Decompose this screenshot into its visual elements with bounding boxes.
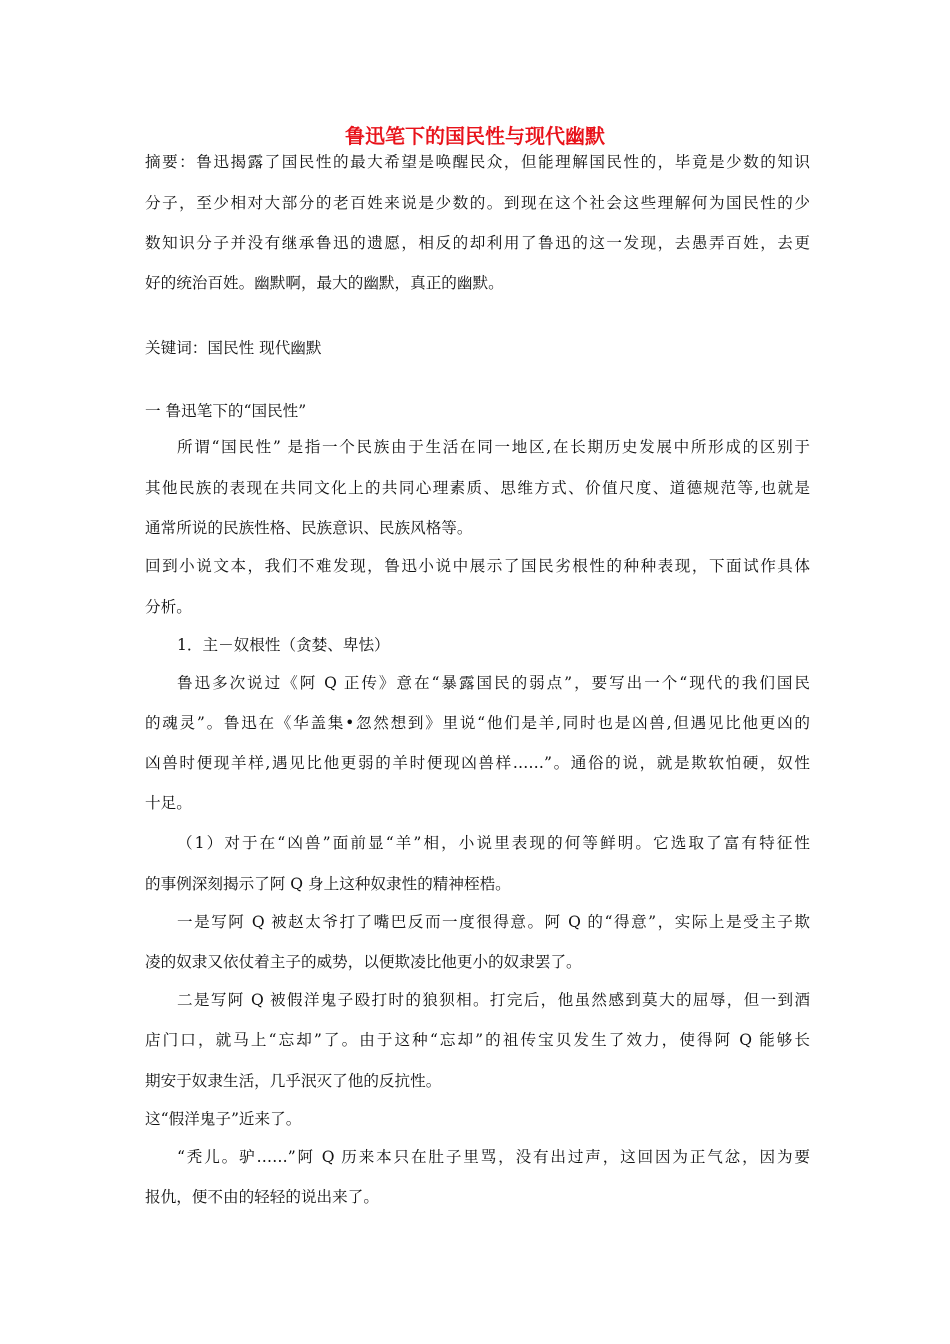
body-line: 报仇，便不由的轻轻的说出来了。: [145, 1188, 379, 1206]
abstract-line: 好的统治百姓。幽默啊，最大的幽默，真正的幽默。: [145, 274, 504, 292]
body-line: 这“假洋鬼子”近来了。: [145, 1110, 302, 1128]
document-title: 鲁迅笔下的国民性与现代幽默: [345, 124, 605, 148]
body-line: 凌的奴隶又依仗着主子的威势，以便欺凌比他更小的奴隶罢了。: [145, 953, 582, 971]
body-line: 所谓“国民性” 是指一个民族由于生活在同一地区,在长期历史发展中所形成的区别于: [177, 438, 810, 456]
body-line: “秃儿。驴……”阿 Q 历来本只在肚子里骂，没有出过声，这回因为正气忿，因为要: [177, 1148, 810, 1166]
body-line: 回到小说文本，我们不难发现，鲁迅小说中展示了国民劣根性的种种表现，下面试作具体: [145, 557, 810, 575]
body-line: 分析。: [145, 598, 192, 616]
body-line: 鲁迅多次说过《阿 Q 正传》意在“暴露国民的弱点”，要写出一个“现代的我们国民: [177, 674, 810, 692]
body-line: 的魂灵”。鲁迅在《华盖集•忽然想到》里说“他们是羊,同时也是凶兽,但遇见比他更凶的: [145, 714, 810, 732]
body-line: 通常所说的民族性格、民族意识、民族风格等。: [145, 519, 473, 537]
subsection-heading: 1．主－奴根性（贪婪、卑怯）: [177, 636, 390, 654]
body-line: 十足。: [145, 794, 192, 812]
abstract-line: 分子，至少相对大部分的老百姓来说是少数的。到现在这个社会这些理解何为国民性的少: [145, 194, 810, 212]
body-line: 店门口，就马上“忘却”了。由于这种“忘却”的祖传宝贝发生了效力，使得阿 Q 能够长: [145, 1031, 810, 1049]
body-line: 二是写阿 Q 被假洋鬼子殴打时的狼狈相。打完后，他虽然感到莫大的屈辱，但一到酒: [177, 991, 810, 1009]
body-line: 一是写阿 Q 被赵太爷打了嘴巴反而一度很得意。阿 Q 的“得意”，实际上是受主子欺: [177, 913, 810, 931]
body-line: 的事例深刻揭示了阿 Q 身上这种奴隶性的精神桎梏。: [145, 875, 511, 893]
body-line: 其他民族的表现在共同文化上的共同心理素质、思维方式、价值尺度、道德规范等,也就是: [145, 479, 810, 497]
body-line: （1）对于在“凶兽”面前显“羊”相，小说里表现的何等鲜明。它选取了富有特征性: [177, 834, 810, 852]
body-line: 凶兽时便现羊样,遇见比他更弱的羊时便现凶兽样……”。通俗的说，就是欺软怕硬，奴性: [145, 754, 810, 772]
body-line: 期安于奴隶生活，几乎泯灭了他的反抗性。: [145, 1072, 442, 1090]
abstract-line: 摘要：鲁迅揭露了国民性的最大希望是唤醒民众，但能理解国民性的，毕竟是少数的知识: [145, 153, 810, 171]
section-heading: 一 鲁迅笔下的“国民性”: [145, 402, 307, 420]
keywords-line: 关键词：国民性 现代幽默: [145, 339, 322, 357]
abstract-line: 数知识分子并没有继承鲁迅的遗愿，相反的却利用了鲁迅的这一发现，去愚弄百姓，去更: [145, 234, 810, 252]
